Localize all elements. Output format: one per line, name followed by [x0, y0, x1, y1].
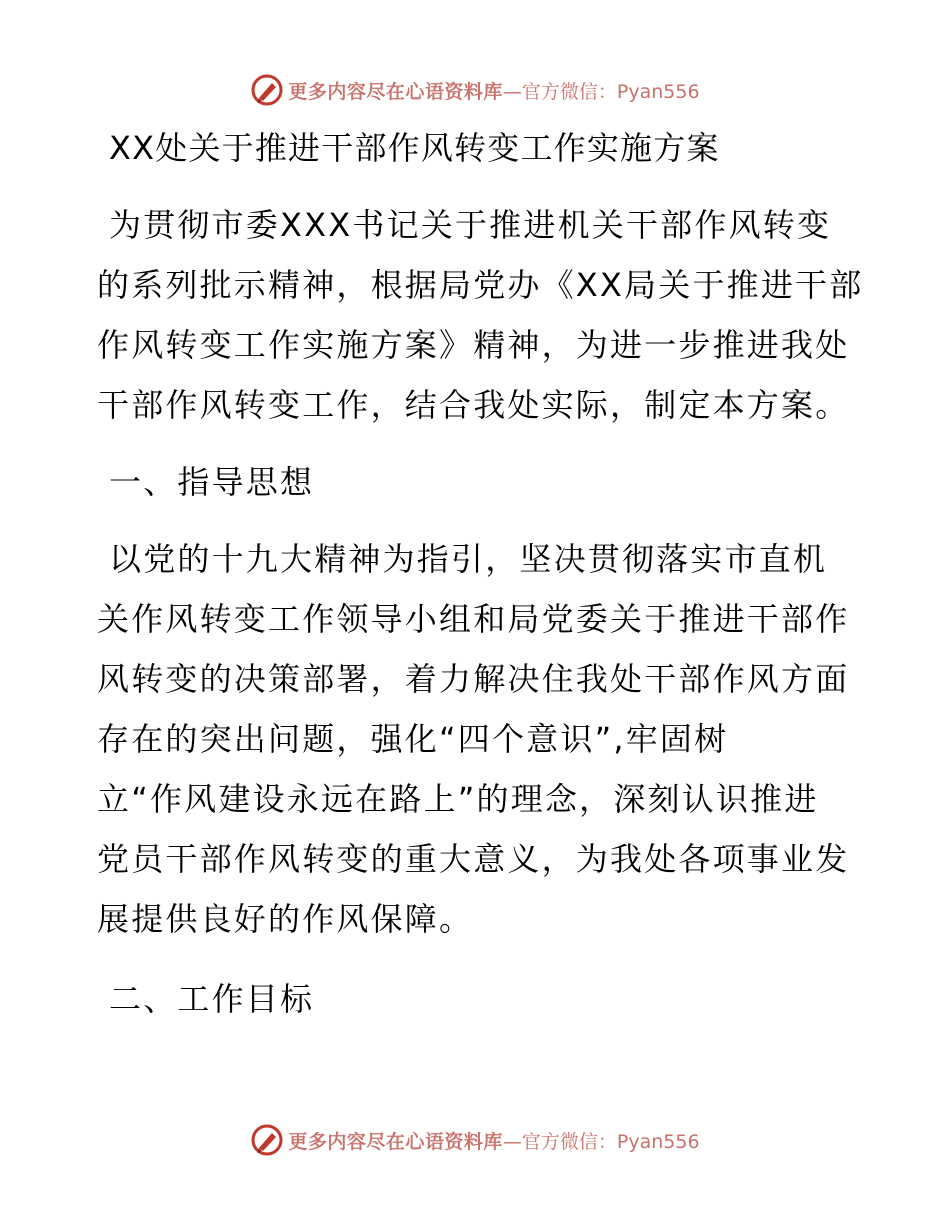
footer-watermark-banner [0, 1120, 950, 1160]
intro-line-1: 为贯彻市委XXX书记关于推进机关干部作风转变 [109, 206, 832, 244]
section1-line-6: 党员干部作风转变的重大意义，为我处各项事业发 [97, 840, 850, 878]
intro-line-4: 干部作风转变工作，结合我处实际，制定本方案。 [97, 386, 850, 424]
spacer [97, 949, 857, 969]
intro-line-2: 的系列批示精神，根据局党办《XX局关于推进干部 [97, 266, 864, 304]
pen-logo-icon [250, 1123, 284, 1157]
spacer [97, 435, 857, 452]
section1-line-4: 存在的突出问题，强化“四个意识”,牢固树 [97, 720, 729, 758]
section1-line-3: 风转变的决策部署，着力解决住我处干部作风方面 [97, 660, 850, 698]
section1-line-2: 关作风转变工作领导小组和局党委关于推进干部作 [97, 600, 850, 638]
section1-line-1: 以党的十九大精神为指引，坚决贯彻落实市直机 [109, 540, 828, 578]
banner-text: 更多内容尽在心语资料库 [288, 1130, 503, 1153]
section1-line-5: 立“作风建设永远在路上”的理念，深刻认识推进 [97, 780, 819, 818]
banner-suffix: —官方微信：Pyan556 [502, 80, 700, 103]
banner-text: 更多内容尽在心语资料库 [288, 80, 503, 103]
document-body [97, 118, 864, 1029]
spacer [97, 512, 857, 529]
section-heading-work-goals: 二、工作目标 [109, 980, 315, 1018]
document-title: XX处关于推进干部作风转变工作实施方案 [109, 129, 720, 167]
section1-line-7: 展提供良好的作风保障。 [97, 900, 474, 938]
section-heading-guiding-thought: 一、指导思想 [109, 463, 315, 501]
spacer [97, 178, 857, 195]
header-watermark-banner [0, 70, 950, 110]
intro-line-3: 作风转变工作实施方案》精神，为进一步推进我处 [97, 326, 850, 364]
pen-logo-icon [250, 73, 284, 107]
banner-suffix: —官方微信：Pyan556 [502, 1130, 700, 1153]
